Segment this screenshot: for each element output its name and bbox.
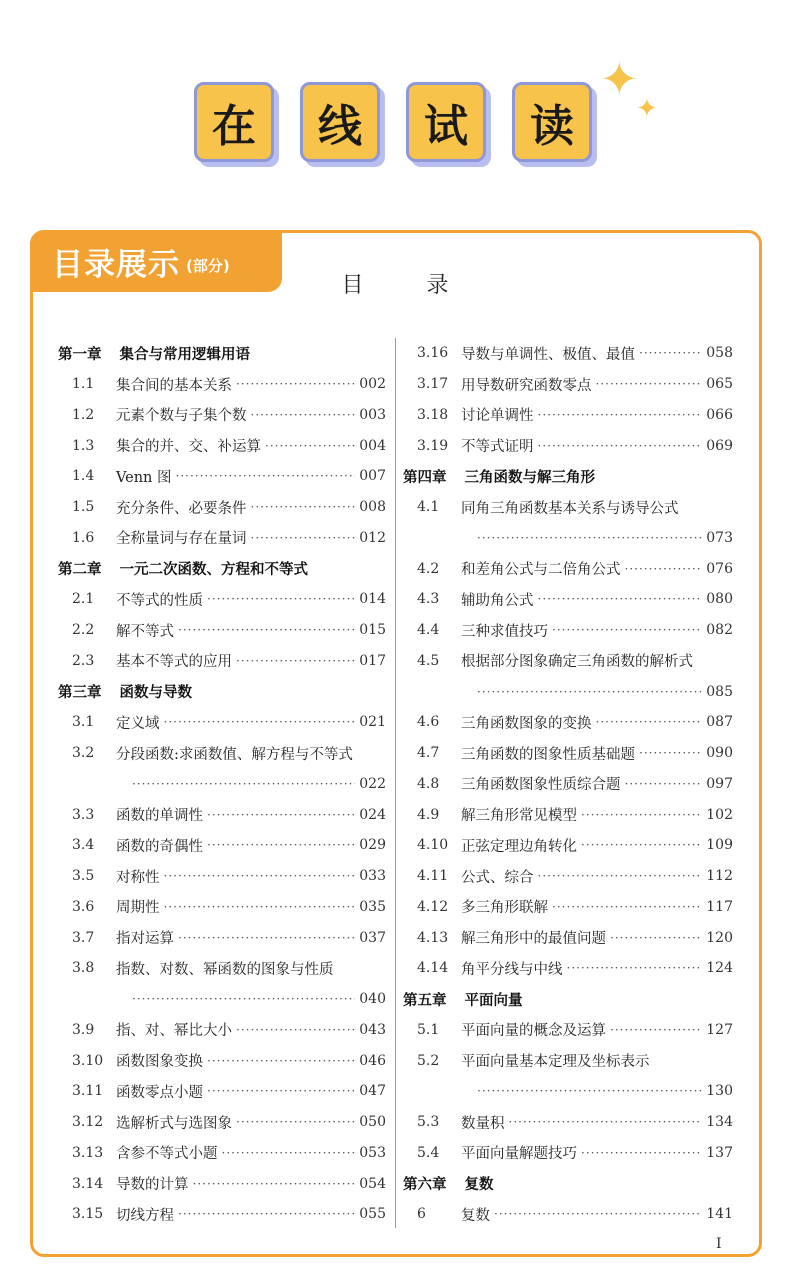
page-number: 137 [706,1144,733,1161]
section-title: 含参不等式小题 [116,1146,218,1163]
page-number: 012 [359,529,386,546]
page-number: 134 [706,1114,733,1131]
page-number: 055 [359,1206,386,1223]
toc-entry [58,799,386,830]
page-number: 053 [359,1144,386,1161]
toc-entry [58,400,386,431]
section-number: 3.13 [72,1144,104,1161]
page-number: 017 [359,652,386,669]
dot-leader [477,685,702,699]
page-number: 097 [706,775,733,792]
page-number: 124 [706,960,733,977]
chapter-label: 第六章 [403,1177,447,1194]
section-title: 正弦定理边角转化 [461,838,577,855]
header-tiles [194,82,594,162]
toc-entry [403,892,733,923]
section-title: 指对运算 [116,931,174,948]
dot-leader [596,715,703,729]
section-number: 1.6 [72,529,95,546]
page-number: 043 [359,1021,386,1038]
section-number: 4.11 [417,868,449,885]
chapter-title: 集合与常用逻辑用语 [119,346,250,363]
section-title: 和差角公式与二倍角公式 [461,562,621,579]
toc-entry [58,1107,386,1138]
section-number: 4.1 [417,499,440,516]
section-number: 6 [417,1206,426,1223]
toc-entry [403,584,733,615]
page-number: 002 [359,376,386,393]
section-title: 定义域 [116,715,160,732]
dot-leader [538,592,703,606]
dot-leader [193,1177,356,1191]
chapter-title: 平面向量 [464,992,523,1009]
section-number: 1.3 [72,437,95,454]
page-number: 141 [706,1206,733,1223]
dot-leader [494,1207,702,1221]
dot-leader [538,869,703,883]
chapter-title: 函数与导数 [119,685,192,702]
toc-entry [58,1138,386,1169]
page-number: 022 [359,775,386,792]
section-title: 指、对、幂比大小 [116,1023,232,1040]
toc-entry [403,1015,733,1046]
dot-leader [178,623,355,637]
section-title: 全称量词与存在量词 [116,531,247,548]
page-number: 080 [706,591,733,608]
section-title: 三角函数图象的变换 [461,715,592,732]
dot-leader [567,961,703,975]
toc-entry [58,461,386,492]
section-number: 4.12 [417,898,449,915]
dot-leader [251,408,356,422]
page-number: 090 [706,745,733,762]
section-title: 周期性 [116,900,160,917]
section-number: 3.10 [72,1052,104,1069]
chapter-label: 第四章 [403,469,447,486]
tile-xian: 线 [300,82,380,162]
sparkle-large-icon: ✦ [600,52,639,106]
section-number: 3.7 [72,929,95,946]
toc-entry [403,338,733,369]
badge-subtitle: (部分) [186,256,230,275]
section-title: 不等式的性质 [116,592,203,609]
dot-leader [251,500,356,514]
toc-entry [403,1045,733,1076]
page-number: 033 [359,868,386,885]
section-number: 4.4 [417,622,440,639]
toc-title: 目 录 [341,273,477,298]
section-title: 对称性 [116,869,160,886]
section-title: 集合的并、交、补运算 [116,439,261,456]
page-number: 021 [359,714,386,731]
section-title: 数量积 [461,1115,505,1132]
section-number: 3.11 [72,1083,104,1100]
section-number: 3.4 [72,837,95,854]
page-number: 127 [706,1021,733,1038]
toc-entry [58,1015,386,1046]
section-title: 集合间的基本关系 [116,377,232,394]
page-number: 054 [359,1175,386,1192]
toc-entry [403,430,733,461]
section-title: 三种求值技巧 [461,623,548,640]
toc-entry [403,1107,733,1138]
section-number: 3.3 [72,806,95,823]
chapter-heading [58,553,386,584]
dot-leader [581,838,702,852]
dot-leader [236,1115,355,1129]
chapter-label: 第五章 [403,992,447,1009]
section-number: 4.5 [417,652,440,669]
section-number: 1.1 [72,376,95,393]
chapter-heading [58,676,386,707]
section-number: 3.6 [72,898,95,915]
section-number: 1.2 [72,406,95,423]
page-number: 076 [706,560,733,577]
section-title: 三角函数的图象性质基础题 [461,746,635,763]
toc-entry [58,1168,386,1199]
dot-leader [265,439,355,453]
toc-left-column [58,338,386,1230]
section-number: 3.2 [72,745,95,762]
toc-entry [403,646,733,677]
dot-leader [639,346,702,360]
dot-leader [178,1207,355,1221]
section-number: 4.8 [417,775,440,792]
section-title: 同角三角函数基本关系与诱导公式 [461,500,679,517]
section-number: 3.16 [417,345,449,362]
page-number: 130 [706,1083,733,1100]
page-folio: I [716,1236,722,1252]
dot-leader [176,469,356,483]
page-number: 029 [359,837,386,854]
dot-leader [625,777,703,791]
tile-du: 读 [512,82,592,162]
section-title: 不等式证明 [461,439,534,456]
page-number: 065 [706,376,733,393]
toc-entry [403,953,733,984]
page-number: 007 [359,468,386,485]
section-number: 3.1 [72,714,95,731]
section-title: 平面向量解题技巧 [461,1146,577,1163]
page-number: 066 [706,406,733,423]
section-title: 公式、综合 [461,869,534,886]
dot-leader [207,1084,355,1098]
section-title: 解三角形常见模型 [461,808,577,825]
toc-entry [403,769,733,800]
dot-leader [207,592,355,606]
dot-leader [596,377,703,391]
page-number: 058 [706,345,733,362]
section-number: 3.8 [72,960,95,977]
section-title: 函数零点小题 [116,1084,203,1101]
section-number: 4.9 [417,806,440,823]
toc-entry [58,492,386,523]
dot-leader [251,531,356,545]
toc-entry [403,492,733,523]
section-number: 4.14 [417,960,449,977]
section-title: 基本不等式的应用 [116,654,232,671]
toc-entry [58,861,386,892]
section-number: 3.5 [72,868,95,885]
dot-leader [164,869,356,883]
dot-leader [164,715,356,729]
page-number: 047 [359,1083,386,1100]
toc-entry [58,584,386,615]
section-title: 三角函数图象性质综合题 [461,777,621,794]
dot-leader [552,900,702,914]
toc-entry [58,615,386,646]
section-number: 1.5 [72,499,95,516]
toc-entry [403,615,733,646]
section-number: 2.2 [72,622,95,639]
section-number: 4.6 [417,714,440,731]
page-number: 087 [706,714,733,731]
toc-entry [58,830,386,861]
section-number: 3.19 [417,437,449,454]
toc-entry [403,861,733,892]
chapter-label: 第二章 [58,562,102,579]
dot-leader [164,900,356,914]
badge-title: 目录展示 [52,246,180,283]
chapter-heading [403,461,733,492]
toc-right-column [403,338,733,1230]
dot-leader [610,931,702,945]
section-title: 导数的计算 [116,1177,189,1194]
page-number: 082 [706,622,733,639]
page-number: 024 [359,806,386,823]
dot-leader [236,654,355,668]
chapter-heading [403,1168,733,1199]
section-title: 元素个数与子集个数 [116,408,247,425]
page-number: 046 [359,1052,386,1069]
section-title: 函数的单调性 [116,808,203,825]
dot-leader [477,1084,702,1098]
dot-leader [509,1115,703,1129]
tile-zai: 在 [194,82,274,162]
dot-leader [132,777,355,791]
page-number: 037 [359,929,386,946]
section-title: 辅助角公式 [461,592,534,609]
section-title: 解不等式 [116,623,174,640]
page-number: 004 [359,437,386,454]
toc-entry-continuation [403,523,733,554]
dot-leader [552,623,702,637]
section-title: 切线方程 [116,1207,174,1224]
section-number: 5.2 [417,1052,440,1069]
section-title: 选解析式与选图象 [116,1115,232,1132]
toc-entry [403,1199,733,1230]
toc-entry [58,707,386,738]
section-title: 用导数研究函数零点 [461,377,592,394]
toc-entry-continuation [403,676,733,707]
chapter-heading [403,984,733,1015]
section-title: 导数与单调性、极值、最值 [461,346,635,363]
dot-leader [207,838,355,852]
section-number: 3.18 [417,406,449,423]
dot-leader [477,531,702,545]
dot-leader [610,1023,702,1037]
section-number: 4.7 [417,745,440,762]
chapter-label: 第三章 [58,685,102,702]
toc-entry [58,892,386,923]
toc-entry [403,922,733,953]
toc-entry [403,1138,733,1169]
toc-entry [403,830,733,861]
page-number: 102 [706,806,733,823]
dot-leader [236,377,355,391]
section-number: 4.3 [417,591,440,608]
page-number: 050 [359,1114,386,1131]
page-number: 109 [706,837,733,854]
chapter-title: 三角函数与解三角形 [464,469,595,486]
toc-entry [58,1199,386,1230]
page-number: 073 [706,529,733,546]
section-title: 解三角形中的最值问题 [461,931,606,948]
dot-leader [178,931,355,945]
section-number: 5.1 [417,1021,440,1038]
section-title: 讨论单调性 [461,408,534,425]
section-number: 3.15 [72,1206,104,1223]
chapter-label: 第一章 [58,346,102,363]
page-number: 112 [706,868,733,885]
section-number: 2.3 [72,652,95,669]
tile-shi: 试 [406,82,486,162]
chapter-heading [58,338,386,369]
chapter-title: 一元二次函数、方程和不等式 [119,562,308,579]
toc-entry [58,1076,386,1107]
toc-entry [58,738,386,769]
dot-leader [639,746,702,760]
section-title: 复数 [461,1207,490,1224]
toc-entry [403,369,733,400]
page-number: 117 [706,898,733,915]
page-number: 003 [359,406,386,423]
toc-entry-continuation [403,1076,733,1107]
dot-leader [538,408,703,422]
page-number: 069 [706,437,733,454]
section-title: 多三角形联解 [461,900,548,917]
dot-leader [236,1023,355,1037]
toc-entry-continuation [58,769,386,800]
section-title: Venn 图 [116,469,172,486]
toc-entry-continuation [58,984,386,1015]
toc-entry [58,369,386,400]
page-number: 014 [359,591,386,608]
section-number: 1.4 [72,468,95,485]
toc-entry [403,553,733,584]
section-number: 5.3 [417,1114,440,1131]
page-number: 035 [359,898,386,915]
section-title: 函数图象变换 [116,1054,203,1071]
dot-leader [581,808,702,822]
section-number: 2.1 [72,591,95,608]
section-title: 分段函数:求函数值、解方程与不等式 [116,746,353,763]
toc-entry [403,707,733,738]
toc-entry [403,400,733,431]
toc-entry [58,646,386,677]
chapter-title: 复数 [464,1177,494,1194]
section-title: 平面向量基本定理及坐标表示 [461,1054,650,1071]
dot-leader [132,992,355,1006]
dot-leader [222,1146,356,1160]
section-number: 3.14 [72,1175,104,1192]
sparkle-small-icon: ✦ [636,94,658,124]
toc-entry [403,799,733,830]
section-title: 平面向量的概念及运算 [461,1023,606,1040]
section-title: 角平分线与中线 [461,961,563,978]
section-title: 充分条件、必要条件 [116,500,247,517]
dot-leader [581,1146,702,1160]
section-number: 3.12 [72,1114,104,1131]
section-title: 根据部分图象确定三角函数的解析式 [461,654,693,671]
toc-entry [58,953,386,984]
column-divider [395,338,396,1228]
toc-entry [58,523,386,554]
dot-leader [207,1054,355,1068]
section-number: 3.9 [72,1021,95,1038]
page-number: 015 [359,622,386,639]
page-number: 040 [359,991,386,1008]
section-number: 4.2 [417,560,440,577]
section-title: 函数的奇偶性 [116,838,203,855]
toc-entry [58,1045,386,1076]
dot-leader [538,439,703,453]
toc-entry [58,430,386,461]
toc-entry [403,738,733,769]
section-number: 4.10 [417,837,449,854]
dot-leader [207,808,355,822]
section-number: 3.17 [417,376,449,393]
page-number: 085 [706,683,733,700]
section-title: 指数、对数、幂函数的图象与性质 [116,961,334,978]
page-number: 120 [706,929,733,946]
dot-leader [625,562,703,576]
toc-entry [58,922,386,953]
section-number: 4.13 [417,929,449,946]
page-number: 008 [359,499,386,516]
section-number: 5.4 [417,1144,440,1161]
